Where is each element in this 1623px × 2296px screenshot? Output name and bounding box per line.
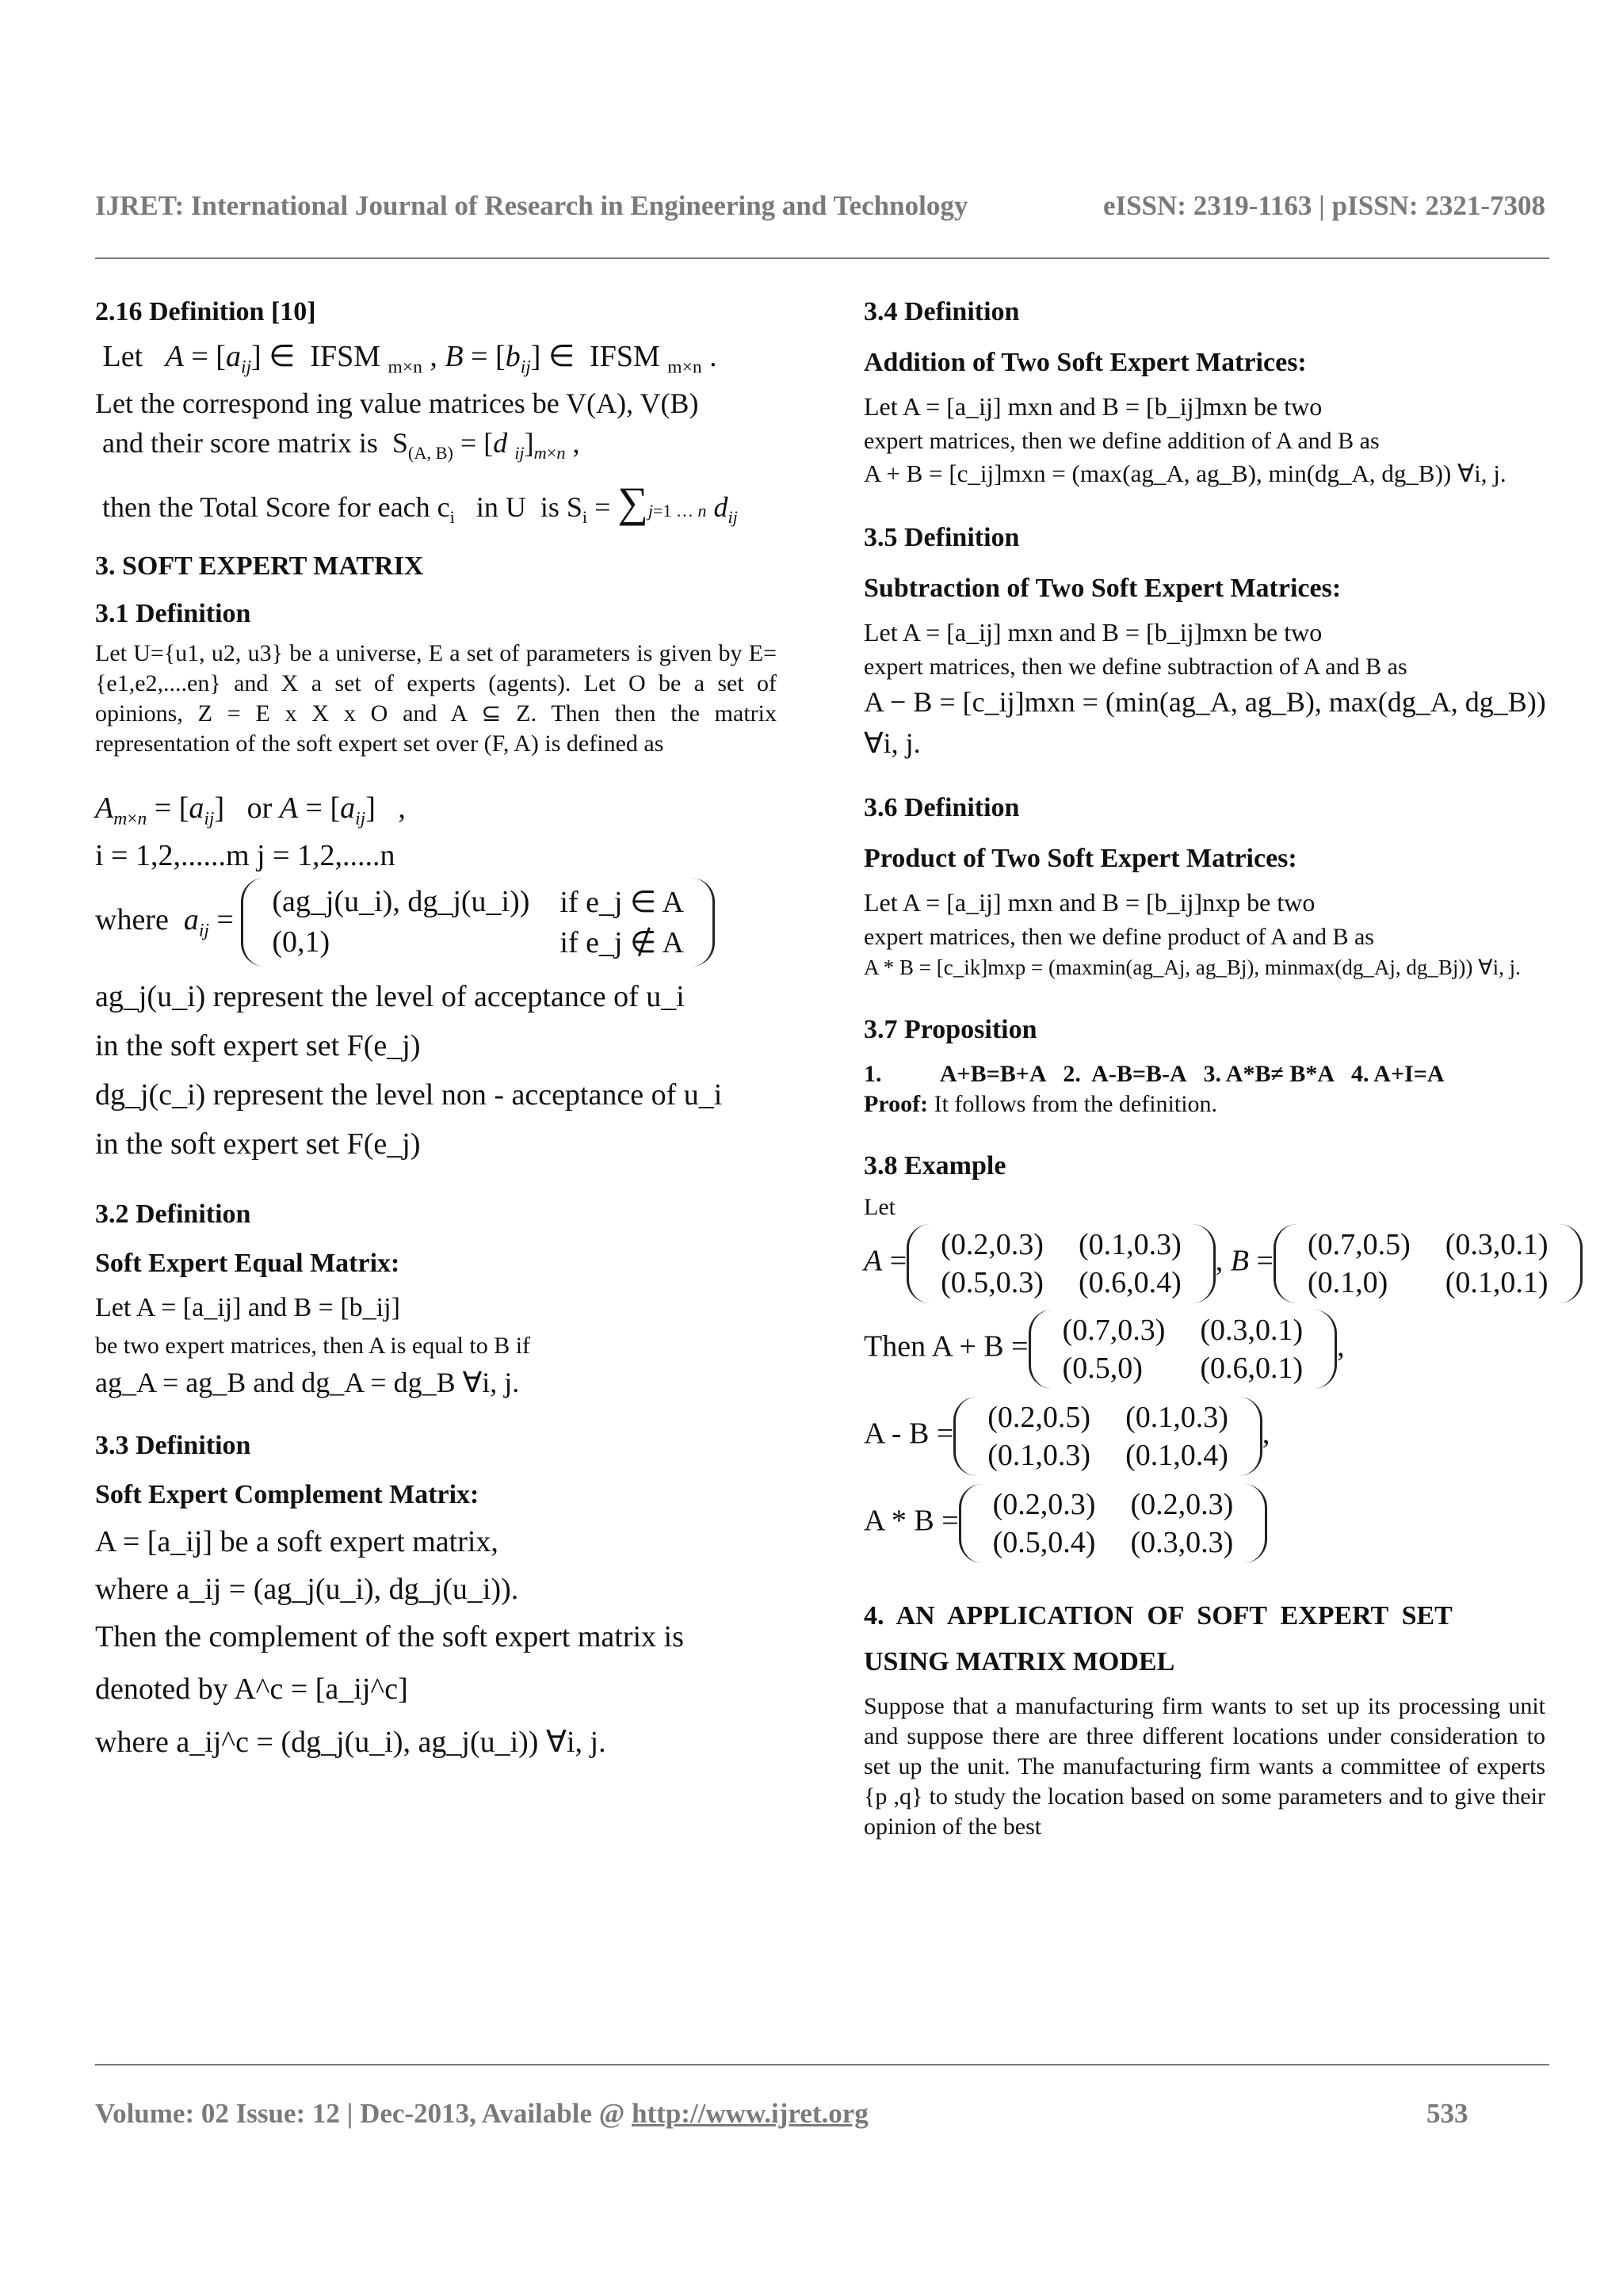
prop37-proof (864, 1089, 1545, 1119)
matrix-diff-cell: (0.1,0.4) (1125, 1439, 1228, 1472)
def216-title: 2.16 Definition [10] (95, 297, 316, 326)
ex38-let: Let (864, 1194, 896, 1220)
def35-line2: expert matrices, then we define subtraction of A and B as (864, 654, 1407, 680)
def31-dg2: in the soft expert set F(e_j) (95, 1127, 421, 1161)
matrix-b-cell: (0.1,0.1) (1445, 1266, 1549, 1299)
def34-line2: expert matrices, then we define addition of A and B as (864, 428, 1380, 454)
def216-line1: Let $A = [a_{ij}]$ ∈ IFSM $_{m\times n}$ , $B = [b_{ij}]$ ∈ IFSM $_{m\times n}$ . (95, 340, 717, 378)
proof-text: It follows from the definition. (934, 1091, 1218, 1117)
prod-label: A * B = (864, 1504, 959, 1538)
def34-line3: A + B = [c_ij]mxn = (max(ag_A, ag_B), min(dg_A, dg_B)) ∀i, j. (864, 460, 1507, 487)
right-column (864, 297, 1549, 1842)
matrix-prod-cell: (0.5,0.4) (992, 1526, 1096, 1559)
prop37-items: 1. A+B=B+A 2. A-B=B-A 3. A*B≠ B*A 4. A+I=A (864, 1061, 1445, 1087)
matrix-prod-cell: (0.3,0.3) (1130, 1526, 1234, 1559)
def31-eq1: $A_{m\times n} = [a_{ij}]$ or $A = [a_{ij}]$ , (95, 791, 406, 830)
matrix-prod-cell: (0.2,0.3) (1130, 1488, 1234, 1521)
def31-cases: where $a_{ij}$ = (ag_j(u_i), dg_j(u_i)) if e_j ∈ A (0,1) if e_j ∉ A (95, 878, 777, 967)
def33-line1: A = [a_ij] be a soft expert matrix, (95, 1524, 498, 1558)
def34-subtitle: Addition of Two Soft Expert Matrices: (864, 348, 1307, 377)
matrix-b-cell: (0.7,0.5) (1307, 1228, 1411, 1261)
ex38-sum: Then A + B = (0.7,0.3) (0.3,0.1) (0.5,0) (0.6,0.1) , (864, 1310, 1545, 1389)
matrix-sum (1029, 1310, 1338, 1389)
matrix-sum-cell: (0.6,0.1) (1200, 1352, 1304, 1385)
matrix-diff (953, 1397, 1262, 1476)
matrix-a-cell: (0.5,0.3) (941, 1266, 1044, 1299)
journal-header (95, 190, 1545, 222)
def31-ag2: in the soft expert set F(e_j) (95, 1028, 421, 1062)
def216-line3: and their score matrix is $S_{(A, B)} = [d$ $_{ij}]_{m\times n}$ , (95, 426, 580, 463)
def34-line1: Let A = [a_ij] mxn and B = [b_ij]mxn be two (864, 392, 1323, 421)
def31-title: 3.1 Definition (95, 598, 251, 628)
footer-volume-text: Volume: 02 Issue: 12 | Dec-2013, Available @ (95, 2098, 632, 2129)
def36-title: 3.6 Definition (864, 793, 1020, 822)
case1-condition: if e_j ∈ A (559, 885, 684, 919)
diff-label: A - B = (864, 1417, 954, 1451)
journal-title: IJRET: International Journal of Research in Engineering and Technology (95, 190, 968, 221)
def33-title: 3.3 Definition (95, 1430, 251, 1460)
def34-title: 3.4 Definition (864, 297, 1020, 326)
page-number: 533 (1426, 2098, 1468, 2129)
matrix-a-cell: (0.2,0.3) (941, 1228, 1044, 1261)
journal-issn: eISSN: 2319-1163 | pISSN: 2321-7308 (1102, 190, 1545, 221)
left-column (95, 297, 777, 1760)
sum-label: Then A + B = (864, 1329, 1029, 1363)
sec4-text: Suppose that a manufacturing firm wants to set up its processing unit and suppose there are three different locations under consideration to set up the unit. The manufacturing firm wants a committee of experts {p ,q} to study the location based on some parameters and to give their opinion of the best (864, 1693, 1545, 1840)
def35-line1: Let A = [a_ij] mxn and B = [b_ij]mxn be two (864, 618, 1323, 646)
def31-dg1: dg_j(c_i) represent the level non - acceptance of u_i (95, 1077, 723, 1112)
matrix-a-cell: (0.6,0.4) (1078, 1266, 1182, 1299)
def36-line3: A * B = [c_ik]mxp = (maxmin(ag_Aj, ag_Bj), minmax(dg_Aj, dg_Bj)) ∀i, j. (864, 955, 1521, 979)
def31-text: Let U={u1, u2, u3} be a universe, E a set of parameters is given by E={e1,e2,....en} and X a set of experts (agents). Let O be a set of opinions, Z = E x X x O and A ⊆ Z. Then then the matrix representation of the soft expert set over (F, A) is defined as (95, 639, 777, 757)
def216-line2: Let the correspond ing value matrices be V(A), V(B) (95, 387, 699, 419)
footer-rule (95, 2064, 1549, 2065)
def32-title: 3.2 Definition (95, 1199, 251, 1229)
matrix-b-cell: (0.1,0) (1307, 1266, 1388, 1299)
matrix-sum-cell: (0.7,0.3) (1062, 1314, 1166, 1347)
matrix-diff-cell: (0.1,0.3) (987, 1439, 1091, 1472)
def32-line1: Let A = [a_ij] and B = [b_ij] (95, 1292, 400, 1322)
case1-value: (ag_j(u_i), dg_j(u_i)) (272, 885, 530, 919)
ex38-title: 3.8 Example (864, 1151, 1006, 1180)
def33-subtitle: Soft Expert Complement Matrix: (95, 1479, 479, 1509)
sec4-title-line1: 4. AN APPLICATION OF SOFT EXPERT SET (864, 1601, 1453, 1630)
matrix-sum-cell: (0.3,0.1) (1200, 1314, 1304, 1347)
matrix-prod-cell: (0.2,0.3) (992, 1488, 1096, 1521)
def32-subtitle: Soft Expert Equal Matrix: (95, 1248, 400, 1278)
matrix-A (907, 1224, 1216, 1303)
cases-block (241, 878, 715, 967)
def31-ag1: ag_j(u_i) represent the level of acceptance of u_i (95, 979, 685, 1013)
matrix-diff-cell: (0.2,0.5) (987, 1401, 1091, 1434)
matrix-prod (959, 1484, 1268, 1563)
prop37-title: 3.7 Proposition (864, 1015, 1037, 1044)
case2-value: (0,1) (272, 925, 330, 959)
matrix-sum-cell: (0.5,0) (1062, 1352, 1143, 1385)
def32-line3: ag_A = ag_B and dg_A = dg_B ∀i, j. (95, 1366, 520, 1398)
def31-eq2: i = 1,2,......m j = 1,2,.....n (95, 838, 395, 872)
matrix-b-cell: (0.3,0.1) (1445, 1228, 1549, 1261)
matrix-B (1274, 1224, 1583, 1303)
def35-line4: ∀i, j. (864, 727, 921, 759)
def36-line1: Let A = [a_ij] mxn and B = [b_ij]nxp be two (864, 888, 1316, 917)
def33-line5: where a_ij^c = (dg_j(u_i), ag_j(u_i)) ∀i, j. (95, 1725, 606, 1759)
footer-link[interactable]: http://www.ijret.org (632, 2098, 869, 2129)
case2-condition: if e_j ∉ A (559, 925, 684, 959)
def33-line2: where a_ij = (ag_j(u_i), dg_j(u_i)). (95, 1572, 519, 1606)
ex38-prod (864, 1484, 1545, 1563)
def32-line2: be two expert matrices, then A is equal to B if (95, 1332, 531, 1359)
def33-line3: Then the complement of the soft expert matrix is (95, 1619, 684, 1653)
proof-label: Proof: (864, 1091, 929, 1117)
footer-volume (95, 2098, 869, 2130)
def33-line4: denoted by A^c = [a_ij^c] (95, 1672, 408, 1706)
def36-subtitle: Product of Two Soft Expert Matrices: (864, 844, 1297, 873)
header-rule (95, 257, 1549, 259)
def35-title: 3.5 Definition (864, 523, 1020, 552)
def35-line3: A − B = [c_ij]mxn = (min(ag_A, ag_B), max(dg_A, dg_B)) (864, 686, 1546, 718)
def36-line2: expert matrices, then we define product of A and B as (864, 924, 1374, 950)
matrix-a-cell: (0.1,0.3) (1078, 1228, 1182, 1261)
matrix-diff-cell: (0.1,0.3) (1125, 1401, 1228, 1434)
def216-line4: then the Total Score for each $c_i$ in U is $S_i = \sum j=1$ … n $d_{ij}$ (95, 478, 738, 527)
sec3-title: 3. SOFT EXPERT MATRIX (95, 551, 424, 581)
def35-subtitle: Subtraction of Two Soft Expert Matrices: (864, 574, 1342, 603)
ex38-matrices-AB: A = (0.2,0.3) (0.1,0.3) (0.5,0.3) (0.6,0.4) , B = (0.7,0.5) (0.3,0.1) (0.1,0) (0.1,0.1) (864, 1224, 1545, 1303)
sec4-title-line2: USING MATRIX MODEL (864, 1647, 1175, 1676)
ex38-diff: A - B = (0.2,0.5) (0.1,0.3) (0.1,0.3) (0.1,0.4) , (864, 1397, 1545, 1476)
